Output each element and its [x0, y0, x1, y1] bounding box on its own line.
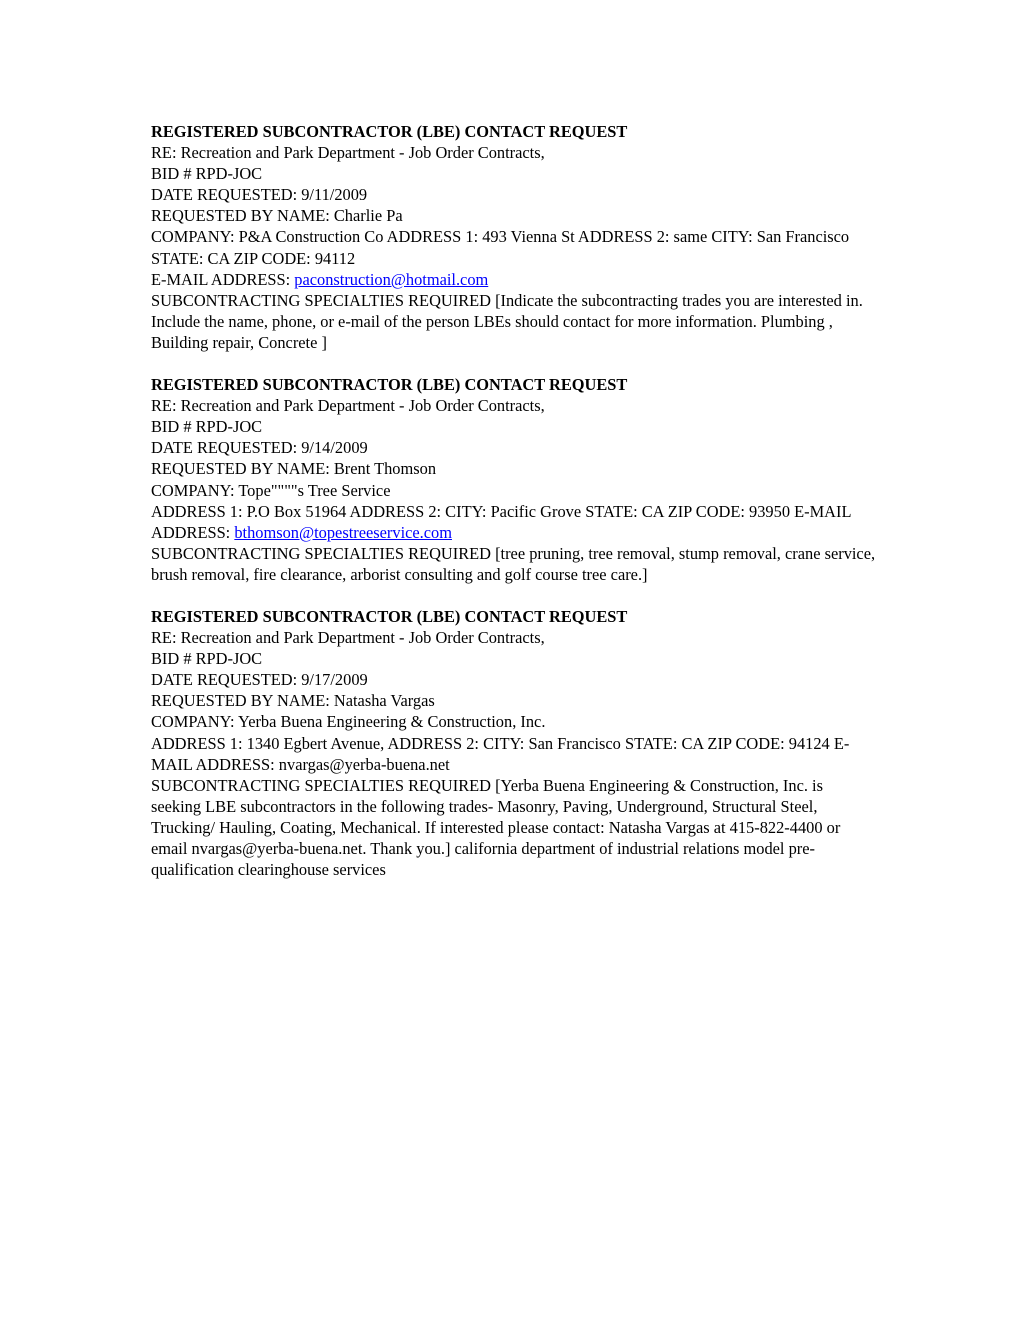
- entry-address-email: [151, 501, 876, 543]
- email-link[interactable]: paconstruction@hotmail.com: [294, 269, 489, 289]
- entry-bid: BID # RPD-JOC: [151, 164, 263, 184]
- entry-company: COMPANY: Yerba Buena Engineering & Construction, Inc.: [151, 712, 546, 732]
- entry-specialties: SUBCONTRACTING SPECIALTIES REQUIRED [tree pruning, tree removal, stump removal, crane service, brush removal, fire clearance, arborist consulting and golf course tree care.]: [151, 543, 876, 584]
- document-page: [151, 121, 876, 901]
- entry-company: COMPANY: Tope""""s Tree Service: [151, 480, 391, 500]
- address-email-label: ADDRESS 1: P.O Box 51964 ADDRESS 2: CITY: Pacific Grove STATE: CA ZIP CODE: 93950 E-MAIL ADDRESS:: [151, 501, 851, 542]
- entry-re: RE: Recreation and Park Department - Job Order Contracts,: [151, 143, 545, 163]
- entry-requested-by: REQUESTED BY NAME: Charlie Pa: [151, 206, 403, 226]
- email-link[interactable]: bthomson@topestreeservice.com: [234, 522, 452, 542]
- entry-date: DATE REQUESTED: 9/14/2009: [151, 438, 368, 458]
- entry-bid: BID # RPD-JOC: [151, 417, 263, 437]
- entry-company-address: COMPANY: P&A Construction Co ADDRESS 1: 493 Vienna St ADDRESS 2: same CITY: San Francisco STATE: CA ZIP CODE: 94112: [151, 227, 850, 268]
- entry-specialties: SUBCONTRACTING SPECIALTIES REQUIRED [Yerba Buena Engineering & Construction, Inc. is seeking LBE subcontractors in the following trades- Masonry, Paving, Underground, Structural Steel, Trucking/ Hauling, Coating, Mechanical. If interested please contact: Natasha Vargas at 415-822-4400 or email nvargas@yerba-buena.net. Thank you.] california department of industrial relations model pre-qualification clearinghouse services: [151, 775, 841, 880]
- contact-request-entry-3: [151, 606, 876, 880]
- entry-heading: REGISTERED SUBCONTRACTOR (LBE) CONTACT REQUEST: [151, 606, 628, 626]
- entry-address-email: ADDRESS 1: 1340 Egbert Avenue, ADDRESS 2: CITY: San Francisco STATE: CA ZIP CODE: 94124 E-MAIL ADDRESS: nvargas@yerba-buena.net: [151, 733, 850, 774]
- email-label: E-MAIL ADDRESS:: [151, 269, 295, 289]
- entry-requested-by: REQUESTED BY NAME: Natasha Vargas: [151, 691, 435, 711]
- entry-date: DATE REQUESTED: 9/17/2009: [151, 670, 368, 690]
- entry-email-line: [151, 269, 876, 290]
- entry-specialties: SUBCONTRACTING SPECIALTIES REQUIRED [Indicate the subcontracting trades you are interested in. Include the name, phone, or e-mail of the person LBEs should contact for more information. Plumbing , Building repair, Concrete ]: [151, 290, 863, 352]
- entry-requested-by: REQUESTED BY NAME: Brent Thomson: [151, 459, 437, 479]
- entry-heading: REGISTERED SUBCONTRACTOR (LBE) CONTACT REQUEST: [151, 122, 628, 141]
- entry-heading: REGISTERED SUBCONTRACTOR (LBE) CONTACT REQUEST: [151, 375, 628, 395]
- entry-re: RE: Recreation and Park Department - Job Order Contracts,: [151, 396, 545, 416]
- contact-request-entry-2: [151, 374, 876, 585]
- entry-re: RE: Recreation and Park Department - Job Order Contracts,: [151, 628, 545, 648]
- entry-date: DATE REQUESTED: 9/11/2009: [151, 185, 368, 205]
- contact-request-entry-1: [151, 121, 876, 353]
- entry-bid: BID # RPD-JOC: [151, 649, 263, 669]
